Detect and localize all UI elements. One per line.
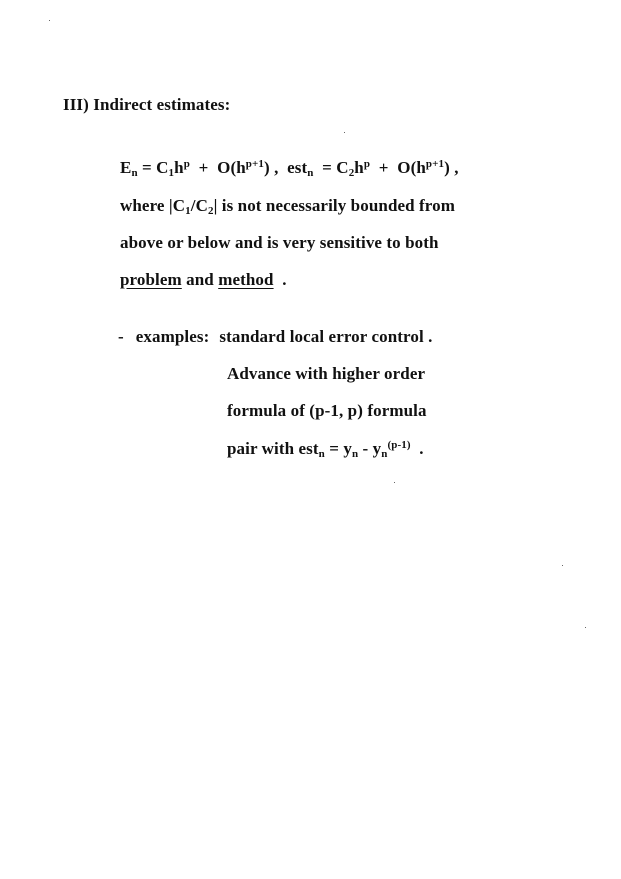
- eq-sub: 1: [168, 167, 175, 179]
- error-equation: [120, 158, 459, 179]
- eq-text: = C: [313, 158, 349, 177]
- body-line: [120, 270, 287, 290]
- sub: n: [381, 448, 388, 460]
- text: .: [410, 439, 424, 458]
- eq-text: ) ,: [444, 158, 459, 177]
- eq-sup: p+1: [245, 158, 264, 170]
- eq-sub: 2: [348, 167, 355, 179]
- eq-sup: p: [183, 158, 190, 170]
- text: standard local error control .: [219, 327, 433, 346]
- text: where |C: [120, 196, 186, 215]
- sub: 2: [207, 205, 214, 217]
- examples-line: formula of (p-1, p) formula: [227, 401, 427, 420]
- body-line: above or below and is very sensitive to both: [120, 233, 439, 252]
- examples-line: [227, 439, 424, 460]
- text: - y: [358, 439, 382, 458]
- eq-text: h: [174, 158, 184, 177]
- bullet: -: [118, 327, 124, 346]
- scan-speck: [49, 20, 50, 21]
- text: and: [181, 270, 219, 289]
- examples-line: Advance with higher order: [227, 364, 426, 383]
- scan-speck: [562, 565, 563, 566]
- eq-sub: n: [131, 167, 138, 179]
- text: | is not necessarily bounded from: [213, 196, 456, 215]
- underlined-word: problem: [120, 270, 182, 289]
- text: /C: [190, 196, 208, 215]
- scan-speck: [585, 627, 586, 628]
- eq-sup: p+1: [425, 158, 445, 170]
- eq-text: + O(h: [189, 158, 246, 177]
- text: pair with est: [227, 439, 319, 458]
- sup: (p-1): [387, 439, 411, 451]
- sub: 1: [185, 205, 191, 217]
- scan-speck: [394, 482, 395, 483]
- sub: n: [318, 448, 325, 460]
- eq-text: E: [120, 158, 132, 177]
- text: .: [273, 270, 287, 289]
- body-line: [120, 196, 455, 217]
- eq-text: ) , est: [263, 158, 308, 177]
- sub: n: [351, 448, 359, 460]
- examples-line: [118, 327, 433, 347]
- eq-text: = C: [137, 158, 169, 177]
- scan-speck: [344, 132, 345, 133]
- eq-text: + O(h: [370, 158, 426, 177]
- examples-label: examples:: [135, 327, 210, 346]
- eq-sub: n: [307, 167, 314, 179]
- section-heading: III) Indirect estimates:: [63, 95, 231, 114]
- eq-sup: p: [363, 158, 371, 170]
- eq-text: h: [354, 158, 364, 177]
- underlined-word: method: [218, 270, 274, 289]
- text: = y: [324, 439, 352, 458]
